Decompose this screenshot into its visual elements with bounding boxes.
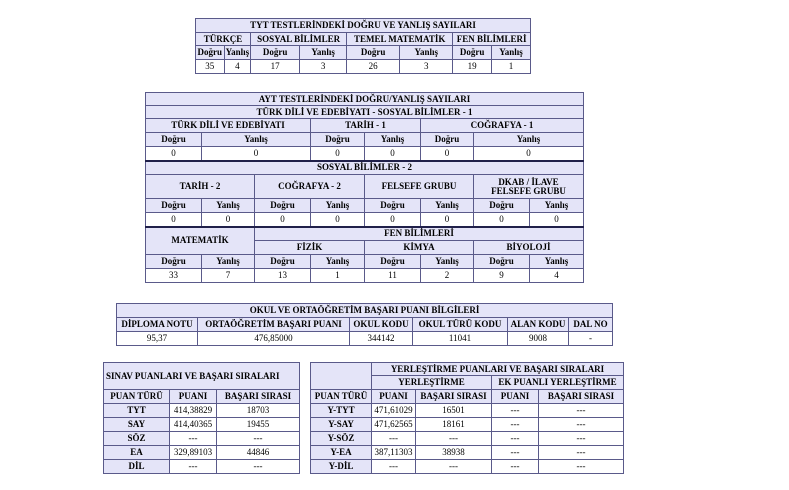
- yer-ek-puan: ---: [492, 404, 539, 418]
- yer-puan: 387,11303: [372, 446, 416, 460]
- yer-header-tur: PUAN TÜRÜ: [311, 390, 372, 404]
- yer-puan: 471,62565: [372, 418, 416, 432]
- ayt-felsefe-yanlis: 0: [421, 213, 474, 227]
- ayt-tarih2-dogru: 0: [146, 213, 202, 227]
- dogru-header: Doğru: [251, 46, 300, 60]
- ayt-subject-matematik: MATEMATİK: [146, 227, 255, 255]
- yanlis-header: Yanlış: [300, 46, 347, 60]
- dogru-header: Doğru: [421, 133, 474, 147]
- table-row: [311, 446, 624, 460]
- yanlis-header: Yanlış: [474, 133, 584, 147]
- sinav-header-sira: BAŞARI SIRASI: [217, 390, 300, 404]
- okul-header-obp: ORTAÖĞRETİM BAŞARI PUANI: [198, 318, 350, 332]
- ayt-cografya2-dogru: 0: [255, 213, 311, 227]
- table-row: [311, 460, 624, 474]
- yanlis-header: Yanlış: [492, 46, 531, 60]
- sinav-puan: 329,89103: [170, 446, 217, 460]
- okul-header-okul-turu: OKUL TÜRÜ KODU: [413, 318, 508, 332]
- ayt-tde-sos1-header: TÜRK DİLİ VE EDEBİYATI - SOSYAL BİLİMLER - 1: [146, 106, 584, 119]
- yanlis-header: Yanlış: [365, 133, 421, 147]
- yer-ek-sira: ---: [539, 446, 624, 460]
- dogru-header: Doğru: [347, 46, 400, 60]
- sinav-table: [103, 362, 300, 474]
- ayt-subject-felsefe: FELSEFE GRUBU: [365, 175, 474, 199]
- dogru-header: Doğru: [311, 133, 365, 147]
- tyt-subject-fen: FEN BİLİMLERİ: [453, 33, 531, 46]
- sinav-title: SINAV PUANLARI VE BAŞARI SIRALARI: [104, 363, 300, 390]
- ayt-subject-dkab: [474, 175, 584, 199]
- ayt-cografya1-dogru: 0: [421, 147, 474, 161]
- sinav-sira: ---: [217, 432, 300, 446]
- ayt-subject-kimya: KİMYA: [365, 241, 474, 255]
- tyt-fen-dogru: 19: [453, 60, 492, 74]
- sinav-header-tur: PUAN TÜRÜ: [104, 390, 170, 404]
- yer-ek-puan: ---: [492, 418, 539, 432]
- tyt-fen-yanlis: 1: [492, 60, 531, 74]
- table-row: [104, 432, 300, 446]
- yer-tur: Y-SÖZ: [311, 432, 372, 446]
- yer-ek-puan: ---: [492, 460, 539, 474]
- sinav-tur: SAY: [104, 418, 170, 432]
- table-row: [311, 432, 624, 446]
- tyt-subject-sosyal: SOSYAL BİLİMLER: [251, 33, 347, 46]
- yer-corner: [311, 363, 372, 390]
- yanlis-header: Yanlış: [421, 255, 474, 269]
- sinav-puan: ---: [170, 460, 217, 474]
- tyt-subject-turkce: TÜRKÇE: [196, 33, 251, 46]
- ayt-subject-dkab-line2: FELSEFE GRUBU: [491, 185, 566, 196]
- yanlis-header: Yanlış: [311, 199, 365, 213]
- ayt-subject-tde: TÜRK DİLİ VE EDEBİYATI: [146, 119, 311, 133]
- ayt-tarih1-dogru: 0: [311, 147, 365, 161]
- yer-puan: 471,61029: [372, 404, 416, 418]
- sinav-sira: 19455: [217, 418, 300, 432]
- ayt-kimya-dogru: 11: [365, 269, 421, 283]
- yer-ek-sira: ---: [539, 404, 624, 418]
- okul-header-okul-kodu: OKUL KODU: [350, 318, 413, 332]
- ayt-tde-dogru: 0: [146, 147, 202, 161]
- dogru-header: Doğru: [146, 199, 202, 213]
- table-row: [311, 418, 624, 432]
- tyt-subject-matematik: TEMEL MATEMATİK: [347, 33, 453, 46]
- tyt-turkce-dogru: 35: [196, 60, 225, 74]
- ayt-subject-biyoloji: BİYOLOJİ: [474, 241, 584, 255]
- tyt-turkce-yanlis: 4: [224, 60, 251, 74]
- table-row: [104, 446, 300, 460]
- yer-tur: Y-DİL: [311, 460, 372, 474]
- ayt-matematik-yanlis: 7: [202, 269, 255, 283]
- tyt-table: [195, 18, 531, 74]
- yer-puan: ---: [372, 460, 416, 474]
- dogru-header: Doğru: [146, 255, 202, 269]
- ayt-biyoloji-dogru: 9: [474, 269, 530, 283]
- ayt-felsefe-dogru: 0: [365, 213, 421, 227]
- yer-group-ek: EK PUANLI YERLEŞTİRME: [492, 376, 624, 390]
- sinav-puan: 414,38829: [170, 404, 217, 418]
- ayt-subject-fizik: FİZİK: [255, 241, 365, 255]
- ayt-dkab-yanlis: 0: [530, 213, 584, 227]
- yanlis-header: Yanlış: [224, 46, 251, 60]
- dogru-header: Doğru: [365, 199, 421, 213]
- sinav-sira: 44846: [217, 446, 300, 460]
- yanlis-header: Yanlış: [202, 133, 311, 147]
- sinav-tur: TYT: [104, 404, 170, 418]
- dogru-header: Doğru: [146, 133, 202, 147]
- yanlis-header: Yanlış: [202, 199, 255, 213]
- yer-ek-puan: ---: [492, 432, 539, 446]
- ayt-cografya1-yanlis: 0: [474, 147, 584, 161]
- ayt-kimya-yanlis: 2: [421, 269, 474, 283]
- okul-header-diploma: DİPLOMA NOTU: [117, 318, 198, 332]
- ayt-subject-dkab-line1: DKAB / İLAVE: [498, 176, 559, 187]
- ayt-tarih1-yanlis: 0: [365, 147, 421, 161]
- okul-okul-turu-kodu: 11041: [413, 332, 508, 346]
- yer-sira: ---: [416, 432, 492, 446]
- sinav-sira: ---: [217, 460, 300, 474]
- ayt-matematik-dogru: 33: [146, 269, 202, 283]
- yer-tur: Y-SAY: [311, 418, 372, 432]
- yer-title: YERLEŞTİRME PUANLARI VE BAŞARI SIRALARI: [372, 363, 624, 376]
- dogru-header: Doğru: [255, 199, 311, 213]
- yer-tur: Y-EA: [311, 446, 372, 460]
- yanlis-header: Yanlış: [202, 255, 255, 269]
- table-row: [104, 404, 300, 418]
- okul-okul-kodu: 344142: [350, 332, 413, 346]
- table-row: [311, 404, 624, 418]
- dogru-header: Doğru: [453, 46, 492, 60]
- yerlestirme-table: [310, 362, 624, 474]
- okul-dal-no: -: [569, 332, 613, 346]
- okul-header-dal-no: DAL NO: [569, 318, 613, 332]
- yer-header-puan: PUANI: [372, 390, 416, 404]
- sinav-header-puan: PUANI: [170, 390, 217, 404]
- ayt-subject-tarih2: TARİH - 2: [146, 175, 255, 199]
- ayt-fizik-dogru: 13: [255, 269, 311, 283]
- okul-title: OKUL VE ORTAÖĞRETİM BAŞARI PUANI BİLGİLERİ: [117, 304, 613, 318]
- dogru-header: Doğru: [255, 255, 311, 269]
- ayt-subject-cografya1: COĞRAFYA - 1: [421, 119, 584, 133]
- okul-header-alan-kodu: ALAN KODU: [508, 318, 569, 332]
- okul-diploma-notu: 95,37: [117, 332, 198, 346]
- yanlis-header: Yanlış: [400, 46, 453, 60]
- ayt-sos2-header: SOSYAL BİLİMLER - 2: [146, 161, 584, 175]
- sinav-puan: ---: [170, 432, 217, 446]
- tyt-sosyal-yanlis: 3: [300, 60, 347, 74]
- sinav-tur: SÖZ: [104, 432, 170, 446]
- yer-ek-sira: ---: [539, 460, 624, 474]
- yer-ek-sira: ---: [539, 432, 624, 446]
- yanlis-header: Yanlış: [530, 199, 584, 213]
- okul-table: [116, 303, 613, 346]
- dogru-header: Doğru: [474, 255, 530, 269]
- yer-ek-puan: ---: [492, 446, 539, 460]
- ayt-tarih2-yanlis: 0: [202, 213, 255, 227]
- ayt-title: AYT TESTLERİNDEKİ DOĞRU/YANLIŞ SAYILARI: [146, 93, 584, 106]
- tyt-title: TYT TESTLERİNDEKİ DOĞRU VE YANLIŞ SAYILARI: [196, 19, 531, 33]
- dogru-header: Doğru: [474, 199, 530, 213]
- sinav-puan: 414,40365: [170, 418, 217, 432]
- yanlis-header: Yanlış: [530, 255, 584, 269]
- yer-sira: 38938: [416, 446, 492, 460]
- ayt-cografya2-yanlis: 0: [311, 213, 365, 227]
- okul-alan-kodu: 9008: [508, 332, 569, 346]
- yanlis-header: Yanlış: [311, 255, 365, 269]
- dogru-header: Doğru: [196, 46, 225, 60]
- ayt-subject-cografya2: COĞRAFYA - 2: [255, 175, 365, 199]
- ayt-biyoloji-yanlis: 4: [530, 269, 584, 283]
- yer-tur: Y-TYT: [311, 404, 372, 418]
- sinav-tur: DİL: [104, 460, 170, 474]
- yer-ek-sira: ---: [539, 418, 624, 432]
- yer-sira: ---: [416, 460, 492, 474]
- tyt-matematik-yanlis: 3: [400, 60, 453, 74]
- ayt-fen-header: FEN BİLİMLERİ: [255, 227, 584, 241]
- ayt-subject-tarih1: TARİH - 1: [311, 119, 421, 133]
- ayt-dkab-dogru: 0: [474, 213, 530, 227]
- tyt-matematik-dogru: 26: [347, 60, 400, 74]
- yer-sira: 16501: [416, 404, 492, 418]
- yer-group-yerlestirme: YERLEŞTİRME: [372, 376, 492, 390]
- yer-puan: ---: [372, 432, 416, 446]
- yer-header-ek-puan: PUANI: [492, 390, 539, 404]
- ayt-fizik-yanlis: 1: [311, 269, 365, 283]
- table-row: [104, 418, 300, 432]
- ayt-table: [145, 92, 584, 283]
- tyt-sosyal-dogru: 17: [251, 60, 300, 74]
- yer-header-sira: BAŞARI SIRASI: [416, 390, 492, 404]
- ayt-tde-yanlis: 0: [202, 147, 311, 161]
- yer-header-ek-sira: BAŞARI SIRASI: [539, 390, 624, 404]
- okul-obp: 476,85000: [198, 332, 350, 346]
- sinav-sira: 18703: [217, 404, 300, 418]
- sinav-tur: EA: [104, 446, 170, 460]
- dogru-header: Doğru: [365, 255, 421, 269]
- yanlis-header: Yanlış: [421, 199, 474, 213]
- yer-sira: 18161: [416, 418, 492, 432]
- table-row: [104, 460, 300, 474]
